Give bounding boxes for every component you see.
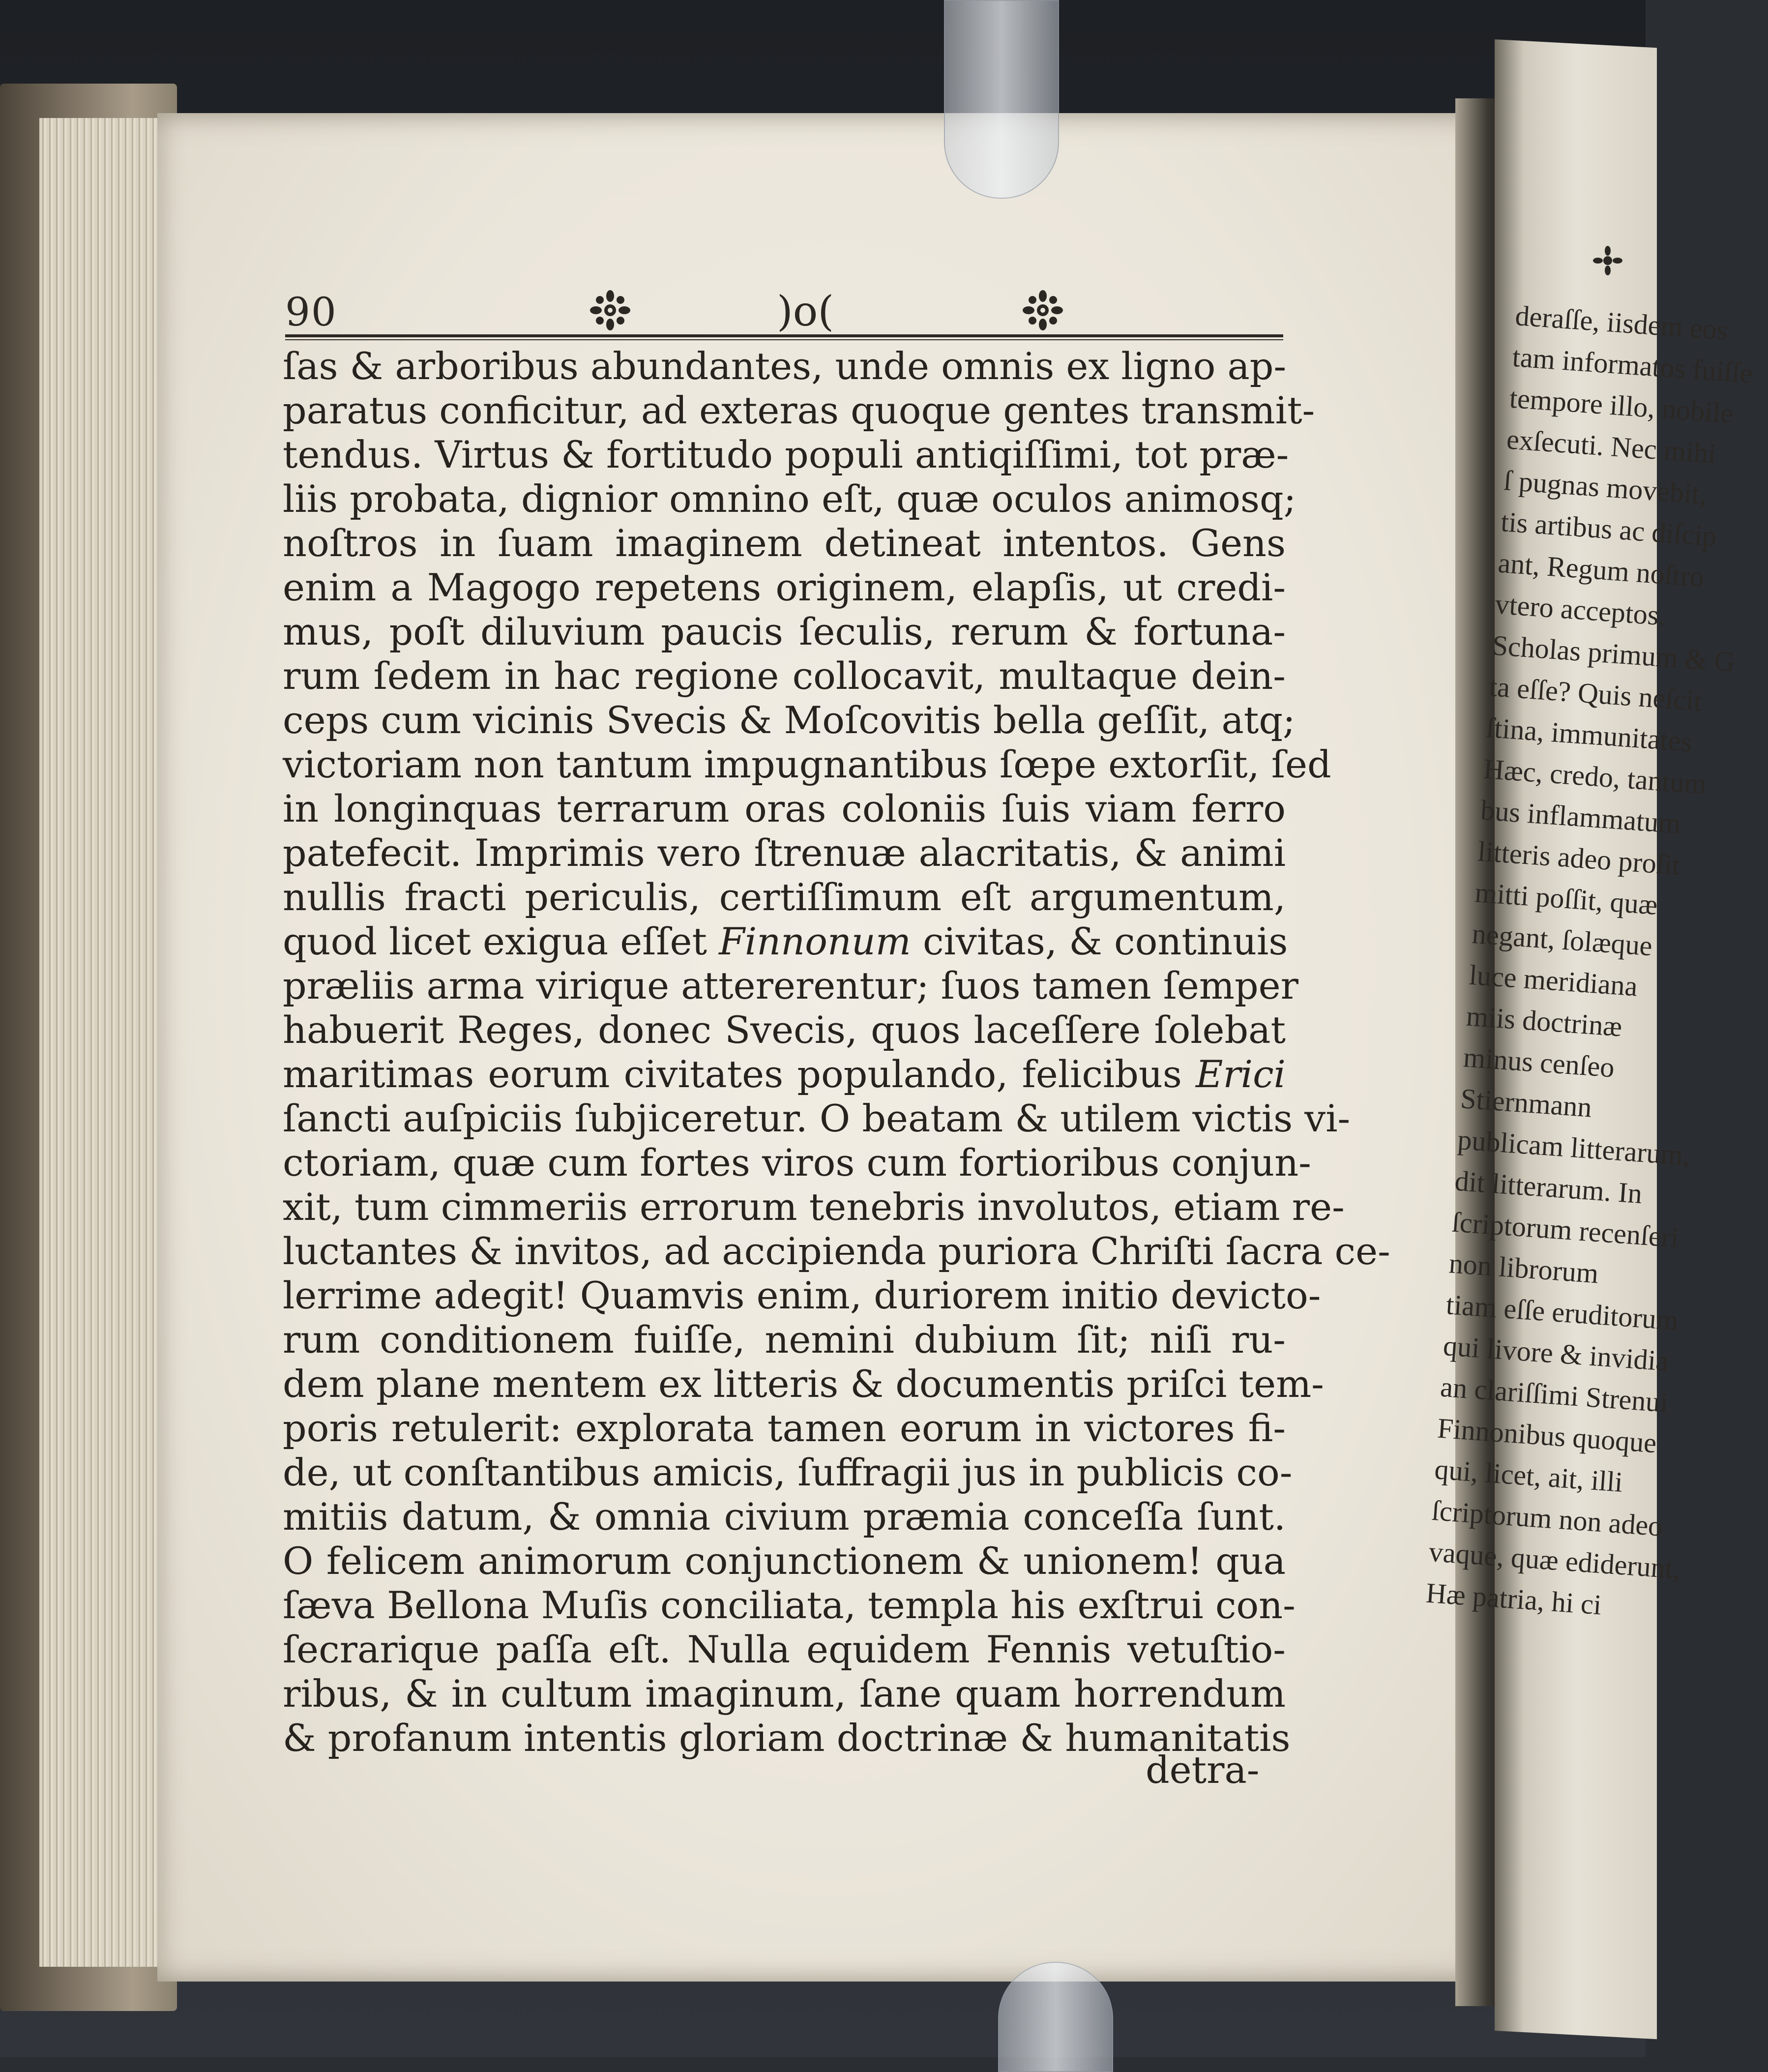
right-page-line: tiam eſſe eruditorum <box>1445 1288 1680 1336</box>
right-page-ornament-icon <box>1593 246 1622 275</box>
text-line: mus, poſt diluvium paucis ſeculis, rerum & fortuna- <box>283 610 1286 653</box>
right-page-line: tempore illo, nobile <box>1508 382 1735 430</box>
right-page-line: tis artibus ac diſcip <box>1500 505 1718 553</box>
text-line: dem plane mentem ex litteris & documentis priſci tem- <box>283 1362 1324 1406</box>
text-line: nullis fracti periculis, certiſſimum eſt argumentum, <box>283 875 1286 919</box>
header-rule <box>285 334 1283 340</box>
text-line: rum ſedem in hac regione collocavit, multaque dein- <box>283 654 1286 698</box>
page-header <box>285 285 1283 339</box>
right-page-line: an clariſſimi Strenui <box>1439 1370 1669 1419</box>
text-line: præliis arma virique attererentur; ſuos tamen ſemper <box>283 964 1298 1007</box>
text-line: victoriam non tantum impugnantibus ſœpe extorſit, ſed <box>283 742 1331 786</box>
text-line: ſecrarique paſſa eſt. Nulla equidem Fennis vetuſtio- <box>283 1628 1286 1671</box>
right-page-line: ſ pugnas movebit, <box>1503 464 1708 510</box>
right-page-line: deraſſe, iisdem eos <box>1514 299 1729 347</box>
page-edges <box>39 118 162 1967</box>
right-page-line: qui, licet, ait, illi <box>1433 1453 1624 1498</box>
right-page-line: Hæc, credo, tantum <box>1482 752 1708 800</box>
text-line: & profanum intentis gloriam doctrinæ & humanitatis <box>283 1716 1291 1760</box>
text-line: poris retulerit: explorata tamen eorum in victores fi- <box>283 1406 1286 1450</box>
right-page-line: luce meridiana <box>1468 958 1639 1003</box>
text-line: noſtros in ſuam imaginem detineat intentos. Gens <box>283 521 1286 565</box>
text-line: ceps cum vicinis Svecis & Moſcovitis bella geſſit, atq; <box>283 698 1296 742</box>
text-line: liis probata, dignior omnino eſt, quæ oculos animosq; <box>283 477 1297 521</box>
text-line: in longinquas terrarum oras coloniis ſuis viam ferro <box>283 787 1286 830</box>
text-line: ſæva Bellona Muſis conciliata, templa his exſtrui con- <box>283 1583 1296 1627</box>
text-line: rum conditionem fuiſſe, nemini dubium ſit; niſi ru- <box>283 1318 1286 1362</box>
catchword: detra- <box>1146 1748 1260 1792</box>
text-line: maritimas eorum civitates populando, felicibus Erici <box>283 1052 1286 1096</box>
text-line: luctantes & invitos, ad accipienda puriora Chriſti ſacra ce- <box>283 1229 1390 1273</box>
header-mark: )o( <box>777 287 834 335</box>
text-line: ſas & arboribus abundantes, unde omnis ex ligno ap- <box>283 344 1287 388</box>
text-line: ribus, & in cultum imaginum, ſane quam horrendum <box>283 1672 1286 1716</box>
text-line: O felicem animorum conjunctionem & unionem! qua <box>283 1539 1286 1583</box>
right-page-line: ſcriptorum non adeo <box>1430 1494 1664 1542</box>
right-page-line: ſcriptorum recenſeri <box>1450 1206 1680 1254</box>
right-page-line: publicam litterarum, <box>1456 1123 1691 1172</box>
right-page-line: ant, Regum noſtro <box>1497 546 1706 593</box>
text-line: habuerit Reges, donec Svecis, quos laceſſere ſolebat <box>283 1008 1286 1052</box>
book-clip-top <box>944 0 1059 199</box>
text-line: patefecit. Imprimis vero ſtrenuæ alacritatis, & animi <box>283 831 1286 875</box>
body-text <box>283 344 1390 1819</box>
page-number: 90 <box>285 289 337 335</box>
right-page-line: vtero acceptos. <box>1494 588 1667 632</box>
right-page-line: Stiernmann <box>1459 1082 1593 1124</box>
right-page-line: negant, ſolæque <box>1471 917 1653 962</box>
text-line: ctoriam, quæ cum fortes viros cum fortioribus conjun- <box>283 1141 1311 1184</box>
right-page-line: exſecuti. Nec mihi <box>1505 423 1717 470</box>
right-page-line: bus inflammatum <box>1479 794 1682 840</box>
text-line: tendus. Virtus & fortitudo populi antiqiſſimi, tot præ- <box>283 433 1289 476</box>
text-line: lerrime adegit! Quamvis enim, duriorem initio devicto- <box>283 1273 1321 1317</box>
right-page-line: minus cenſeo <box>1462 1041 1616 1084</box>
text-line: mitiis datum, & omnia civium præmia conceſſa ſunt. <box>283 1495 1286 1539</box>
right-page-line: ſtina, immunitates <box>1485 711 1693 758</box>
right-page-line: non librorum <box>1448 1247 1600 1290</box>
flower-ornament-icon <box>1023 290 1063 330</box>
text-line: de, ut conſtantibus amicis, ſuffragii jus in publicis co- <box>283 1450 1293 1494</box>
right-page-line: tam informatos fuiſſe <box>1511 340 1754 389</box>
text-line: ſancti auſpiciis ſubjiceretur. O beatam & utilem victis vi- <box>283 1096 1351 1140</box>
right-page-line: Hæ patria, hi ci <box>1425 1576 1603 1621</box>
italic-word: Finnonum <box>719 919 911 963</box>
right-page-line: ta eſſe? Quis neſcit <box>1488 670 1703 717</box>
right-page-line: mitti poſſit, quæ <box>1473 876 1659 921</box>
text-line: quod licet exigua eſſet Finnonum civitas, & continuis <box>283 919 1288 963</box>
right-page-line: Finnonibus quoque <box>1436 1412 1658 1459</box>
text-line: enim a Magogo repetens originem, elapſis, ut credi- <box>283 565 1286 609</box>
italic-word: Erici <box>1196 1052 1286 1096</box>
right-page-line: dit litterarum. In <box>1453 1164 1644 1210</box>
right-page-line: miis doctrinæ <box>1465 1000 1623 1043</box>
right-page-line: Scholas primum & G <box>1491 629 1736 678</box>
right-page-line: qui livore & invidia <box>1442 1329 1670 1377</box>
text-line: paratus conficitur, ad exteras quoque gentes transmit- <box>283 388 1315 432</box>
flower-ornament-icon <box>590 290 630 330</box>
right-page-line: litteris adeo proſit <box>1476 835 1681 881</box>
right-page-line: vaque, quæ ediderunt, <box>1428 1535 1681 1585</box>
book-clip-bottom <box>998 1962 1113 2072</box>
text-line: xit, tum cimmeriis errorum tenebris involutos, etiam re- <box>283 1185 1345 1229</box>
